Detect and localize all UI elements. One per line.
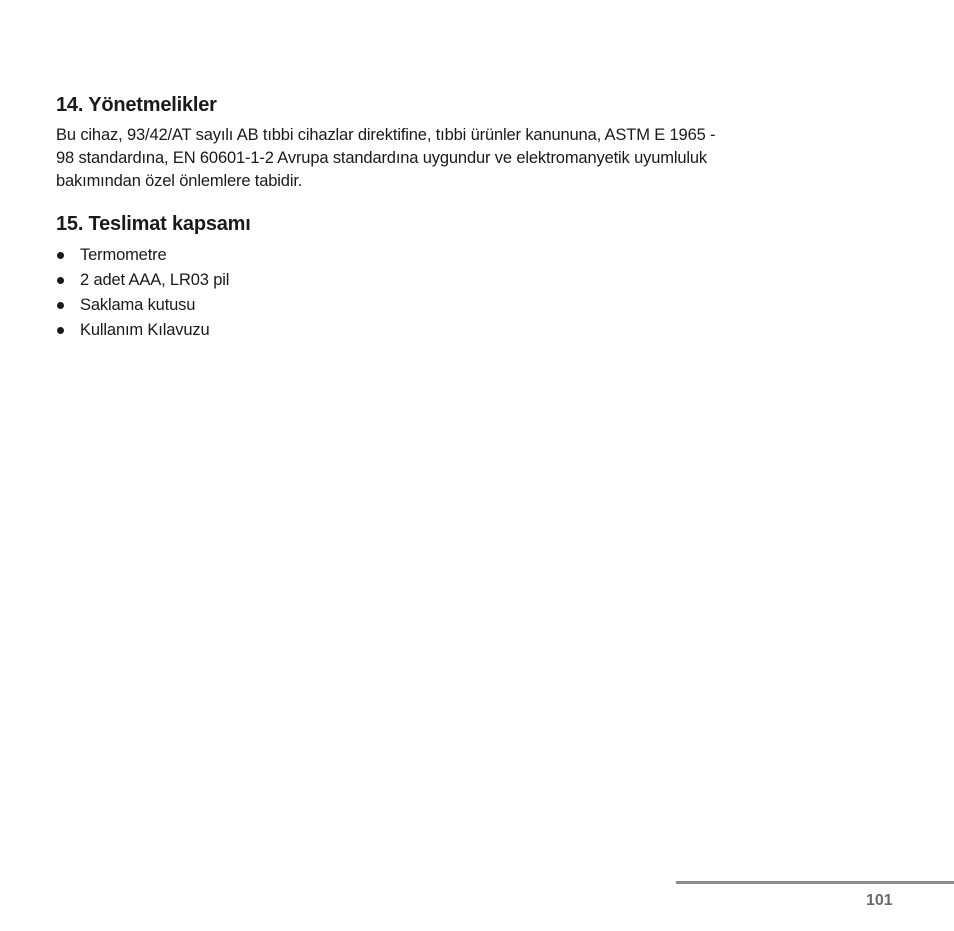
list-item xyxy=(56,243,896,268)
footer-divider xyxy=(676,881,954,884)
bullet-icon xyxy=(57,327,64,334)
paragraph-line: Bu cihaz, 93/42/AT sayılı AB tıbbi cihazlar direktifine, tıbbi ürünler kanununa, ASTM E 1965 - xyxy=(56,126,716,144)
list-item xyxy=(56,268,896,293)
delivery-items-list xyxy=(56,243,896,343)
list-item xyxy=(56,293,896,318)
list-item-text: 2 adet AAA, LR03 pil xyxy=(80,271,230,289)
paragraph-line: 98 standardına, EN 60601-1-2 Avrupa standardına uygundur ve elektromanyetik uyumluluk xyxy=(56,149,708,167)
section-heading-delivery-scope: 15. Teslimat kapsamı xyxy=(56,213,251,235)
page-number: 101 xyxy=(866,892,893,909)
regulations-paragraph xyxy=(56,124,896,193)
list-item-text: Saklama kutusu xyxy=(80,296,196,314)
bullet-icon xyxy=(57,277,64,284)
bullet-icon xyxy=(57,302,64,309)
document-page xyxy=(56,92,896,343)
list-item-text: Termometre xyxy=(80,246,167,264)
list-item-text: Kullanım Kılavuzu xyxy=(80,321,210,339)
list-item xyxy=(56,318,896,343)
paragraph-line: bakımından özel önlemlere tabidir. xyxy=(56,172,303,190)
section-heading-regulations: 14. Yönetmelikler xyxy=(56,94,217,116)
bullet-icon xyxy=(57,252,64,259)
